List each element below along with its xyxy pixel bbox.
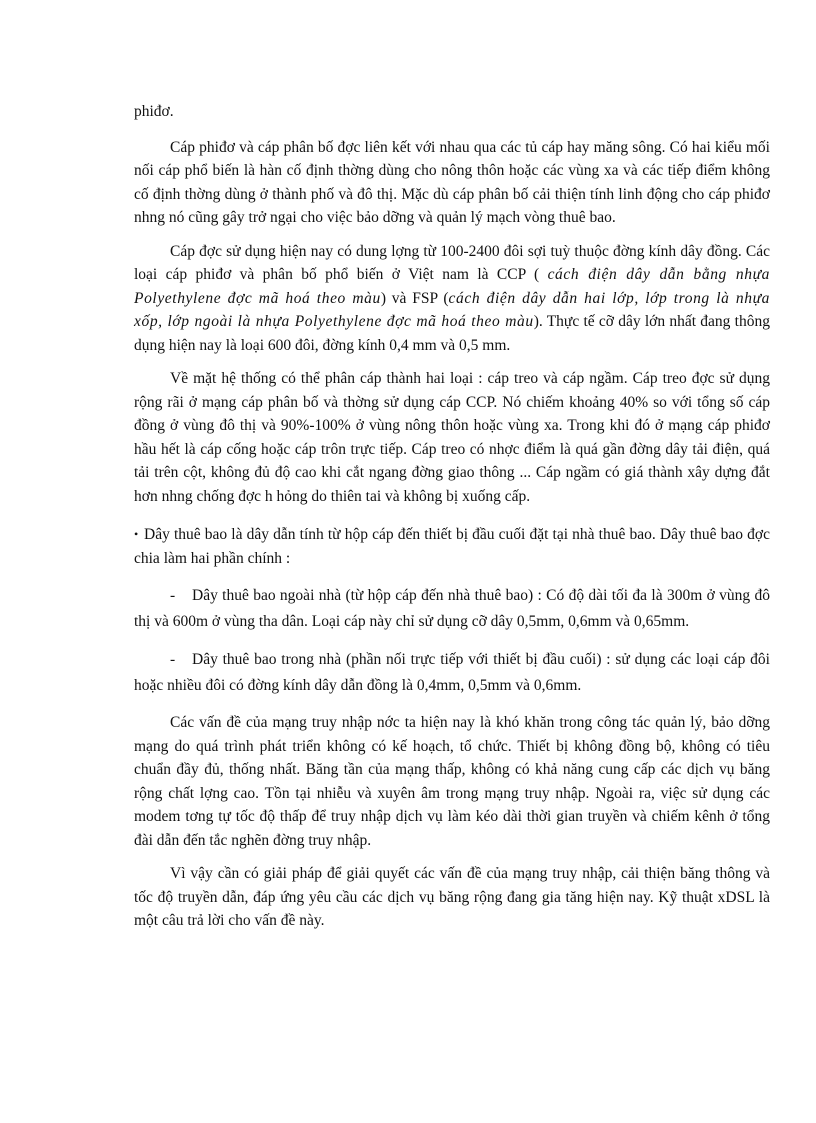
italic-fsp-note: cách điện dây dẫn hai lớp, lớp trong là nhựa xốp, lớp ngoài là nhựa Polyethylene đợc mã hoá theo màu [134, 289, 770, 330]
paragraph-aerial-underground: Về mặt hệ thống có thể phân cáp thành hai loại : cáp treo và cáp ngầm. Cáp treo đợc sử dụng rộng rãi ở mạng cáp phân bố và thờng sử dụng cáp CCP. Nó chiếm khoảng 40% so với tổng số cáp đồng ở vùng đô thị và 90%-100% ở vùng nông thôn hoặc vùng xa. Trong khi đó ở mạng cáp phiđơ hầu hết là cáp cống hoặc cáp trôn trực tiếp. Cáp treo có nhợc điểm là quá gần đờng dây tải điện, quá tải trên cột, không đủ độ cao khi cắt ngang đờng giao thông ... Cáp ngầm có giá thành xây dựng đắt hơn nhng chống đợc h hỏng do thiên tai và không bị xuống cấp. [134, 370, 770, 505]
bullet-icon: • [134, 527, 139, 541]
dash-icon: - [170, 587, 176, 604]
paragraph-continuation: phiđơ. [134, 103, 174, 120]
list-item-indoor-line [134, 647, 770, 699]
list-item-outdoor-line [134, 583, 770, 635]
text-span: Dây thuê bao ngoài nhà (từ hộp cáp đến nhà thuê bao) : Có độ dài tối đa là 300m ở vùng đô thị và 600m ở vùng tha dân. Loại cáp này chỉ sử dụng cỡ dây 0,5mm, 0,6mm và 0,65mm. [134, 587, 770, 630]
paragraph-cable-connection: Cáp phiđơ và cáp phân bố đợc liên kết với nhau qua các tủ cáp hay măng sông. Có hai kiểu mối nối cáp phổ biến là hàn cố định thờng dùng cho nông thôn hoặc các vùng xa và các tiếp điểm không cố định thờng dùng ở thành phố và đô thị. Mặc dù cáp phân bố cải thiện tính linh động cho cáp phiđơ nhng nó cũng gây trở ngại cho việc bảo dỡng và quản lý mạch vòng thuê bao. [134, 138, 770, 226]
text-span: Dây thuê bao trong nhà (phần nối trực tiếp với thiết bị đầu cuối) : sử dụng các loại cáp đôi hoặc nhiều đôi có đờng kính dây dẫn đồng là 0,4mm, 0,5mm và 0,6mm. [134, 651, 770, 694]
paragraph-access-network-problems: Các vấn đề của mạng truy nhập nớc ta hiện nay là khó khăn trong công tác quản lý, bảo dỡng mạng do quá trình phát triển không có kế hoạch, tổ chức. Thiết bị không đồng bộ, không có tiêu chuẩn đầy đủ, thống nhất. Băng tần của mạng thấp, không có khả năng cung cấp các dịch vụ băng rộng chất lợng cao. Tồn tại nhiễu và xuyên âm trong mạng truy nhập. Ngoài ra, việc sử dụng các modem tơng tự tốc độ thấp để truy nhập dịch vụ làm kéo dài thời gian truyền và chiếm kênh ở tổng đài dẫn đến tắc nghẽn đờng truy nhập. [134, 714, 770, 849]
text-span: ). Thực tế cỡ dây lớn nhất đang thông dụng hiện nay là loại 600 đôi, đờng kính 0,4 mm và 0,5 mm. [134, 313, 770, 354]
document-body [134, 100, 770, 943]
paragraph-cable-types [134, 240, 770, 358]
text-span: Dây thuê bao là dây dẫn tính từ hộp cáp đến thiết bị đầu cuối đặt tại nhà thuê bao. Dây thuê bao đợc chia làm hai phần chính : [134, 526, 770, 567]
dash-icon: - [170, 651, 176, 668]
paragraph-subscriber-line [134, 522, 770, 571]
italic-ccp-note: cách điện dây dẫn bằng nhựa Polyethylene đợc mã hoá theo màu [134, 266, 770, 307]
paragraph-xdsl-solution: Vì vậy cần có giải pháp để giải quyết các vấn đề của mạng truy nhập, cải thiện băng thông và tốc độ truyền dẫn, đáp ứng yêu cầu các dịch vụ băng rộng đang gia tăng hiện nay. Kỹ thuật xDSL là một câu trả lời cho vấn đề này. [134, 865, 770, 929]
text-span: Cáp đợc sử dụng hiện nay có dung lợng từ 100-2400 đôi sợi tuỳ thuộc đờng kính dây đồng. Các loại cáp phiđơ và phân bố phổ biến ở Việt nam là CCP ( [134, 242, 770, 283]
text-span: ) và FSP ( [380, 289, 449, 307]
